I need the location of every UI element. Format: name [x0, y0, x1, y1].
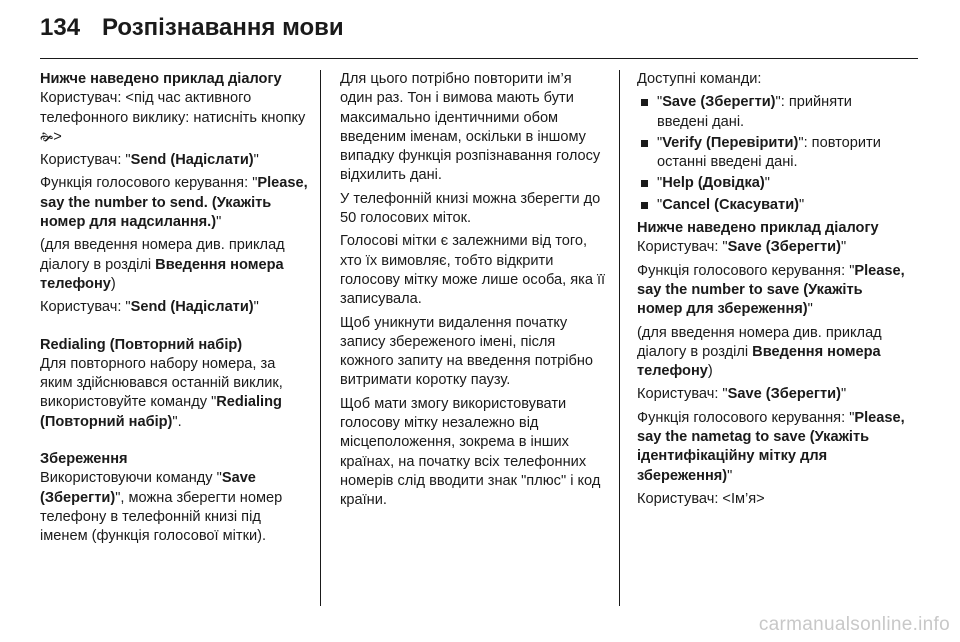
text: Використовуючи команду ": [40, 470, 222, 487]
paragraph: Щоб уникнути видалення початку запису збереженого імені, після кожного запиту на введення потрібно витримати коротку паузу.: [340, 314, 594, 389]
text: ": [799, 196, 805, 213]
paragraph: Голосові мітки є залежними від того, хто їх вимовляє, тобто відкрити голосову мітку може лише особа, яка її записувала.: [340, 233, 606, 308]
prompt-text: Please, say the number to send. (Укажіть номер для надсилання.): [40, 175, 308, 231]
column-1: [40, 70, 310, 551]
text: ": [657, 196, 663, 213]
paragraph: [637, 324, 907, 382]
command-text: Cancel (Скасувати): [662, 196, 800, 213]
text: Користувач: <під час активного телефонного виклику: натисніть кнопку: [40, 90, 306, 126]
page-header: [40, 14, 344, 42]
text: >: [53, 128, 62, 145]
text: ": [657, 175, 663, 192]
text: Функція голосового керування: ": [40, 175, 258, 192]
prompt-text: Please, say the nametag to save (Укажіть ідентифікаційну мітку для збереження): [637, 409, 905, 484]
prompt-text: Please, say the number to save (Укажіть номер для збереження): [637, 262, 905, 318]
text: Для повторного набору номера, за яким здійснювався останній виклик, використовуйте команду ": [40, 355, 283, 411]
list-item: [637, 174, 907, 193]
text: (для введення номера див. приклад діалогу в розділі: [40, 237, 285, 273]
bullet-icon: [641, 202, 648, 209]
text: ": [764, 175, 770, 192]
command-text: Verify (Перевірити): [662, 134, 799, 151]
list-item: [637, 93, 907, 132]
header-rule: [40, 58, 918, 59]
text: ): [110, 275, 116, 292]
paragraph: [40, 89, 310, 147]
paragraph: [637, 385, 907, 404]
text: ": [727, 467, 733, 484]
command-text: Help (Довідка): [662, 175, 765, 192]
command-text: Save (Зберегти): [727, 386, 841, 403]
paragraph: [40, 355, 310, 432]
list-item: [637, 196, 907, 215]
text: ": повторити останні введені дані.: [657, 134, 881, 171]
paragraph: Щоб мати змогу використовувати голосову мітку незалежно від місцеположення, зокрема в інших країнах, на початку всіх телефонних номерів слід вводити знак "плюс" і код країни.: [340, 395, 601, 509]
text: ": [840, 239, 847, 256]
text: ".: [172, 413, 182, 430]
column-2: [340, 70, 608, 515]
paragraph: [40, 174, 310, 232]
command-text: Save (Зберегти): [727, 239, 841, 256]
paragraph: Для цього потрібно повторити ім’я один раз. Тон і вимова мають бути максимально ідентичними обом введеним іменам, оскільки в іншому випадку функція розпізнавання голосу відхилить дані.: [340, 71, 601, 184]
section-heading: Нижче наведено приклад діалогу: [40, 71, 282, 87]
column-3: [637, 70, 907, 513]
text: ": [253, 152, 259, 169]
text: Функція голосового керування: ": [637, 409, 855, 426]
text: ": [807, 301, 813, 318]
text: ": [657, 94, 663, 111]
section-heading: Збереження: [40, 451, 128, 468]
paragraph: [40, 469, 310, 546]
bullet-icon: [641, 180, 648, 187]
text: Користувач: ": [40, 152, 131, 169]
column-divider: [619, 70, 620, 606]
paragraph: [637, 409, 907, 486]
list-item: [637, 134, 907, 173]
text: Користувач: ": [637, 239, 728, 256]
command-text: Save (Зберегти): [662, 94, 776, 111]
command-text: Redialing (Повторний набір): [40, 394, 282, 430]
text: ": [253, 299, 259, 316]
paragraph: [40, 236, 310, 294]
text: (для введення номера див. приклад діалогу в розділі: [637, 324, 882, 360]
section-heading: Нижче наведено приклад діалогу: [637, 220, 879, 237]
page-title: Розпізнавання мови: [102, 14, 344, 41]
paragraph: Доступні команди:: [637, 71, 762, 87]
text: ": прийняти введені дані.: [657, 94, 852, 130]
paragraph: [40, 151, 310, 170]
text: Користувач: ": [637, 386, 728, 403]
watermark: carmanualsonline.info: [758, 614, 950, 635]
paragraph: [637, 262, 907, 320]
text: ", можна зберегти номер телефону в телефонній книзі під іменем (функція голосової мітки).: [40, 489, 283, 545]
command-list: [637, 93, 907, 215]
command-text: Send (Надіслати): [130, 299, 254, 316]
voice-button-icon: 🙞: [40, 129, 54, 144]
paragraph: [637, 238, 907, 257]
column-divider: [320, 70, 321, 606]
text: Користувач: ": [40, 299, 131, 316]
page-number: 134: [40, 14, 81, 41]
text: Функція голосового керування: ": [637, 262, 855, 279]
section-reference: Введення номера телефону: [40, 256, 284, 292]
command-text: Send (Надіслати): [130, 152, 254, 169]
text: ): [707, 363, 713, 380]
section-reference: Введення номера телефону: [637, 343, 881, 380]
paragraph: Користувач: <Ім’я>: [637, 490, 765, 507]
paragraph: [40, 298, 310, 317]
command-text: Save (Зберегти): [40, 470, 256, 506]
text: ": [657, 134, 663, 151]
paragraph: У телефонній книзі можна зберегти до 50 голосових міток.: [340, 190, 601, 227]
text: ": [840, 386, 847, 403]
bullet-icon: [641, 140, 648, 147]
section-heading: Redialing (Повторний набір): [40, 336, 243, 353]
bullet-icon: [641, 99, 648, 106]
text: ": [216, 214, 222, 231]
